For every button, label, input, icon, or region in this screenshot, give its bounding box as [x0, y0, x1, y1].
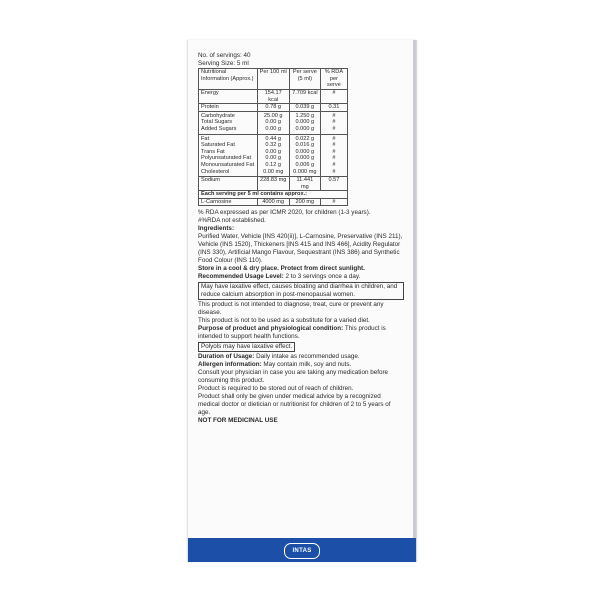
value-rda: #: [332, 168, 336, 175]
value-per-100ml: 25.00 g: [263, 112, 283, 119]
value-per-serve: 0.039 g: [289, 104, 320, 112]
value-rda: #: [332, 142, 336, 149]
value-rda: #: [332, 135, 336, 142]
purpose-line: [198, 325, 404, 341]
label-notes: [198, 209, 404, 425]
usage-heading: Recommended Usage Level:: [198, 273, 284, 281]
nutrient-name: Carbohydrate: [201, 112, 235, 119]
not-intended-text: This product is not intended to diagnose, treat, cure or prevent any disease.: [198, 301, 384, 317]
header-nutritional-information: Nutritional Information (Approx.): [199, 69, 258, 90]
value-per-100ml: 0.00 g: [265, 119, 281, 126]
value-per-serve: 0.000 g: [295, 125, 315, 132]
nutrient-name-group: [199, 134, 258, 177]
value-rda: #: [332, 112, 336, 119]
nutrient-name: Fat: [201, 135, 210, 142]
nutrient-name: L-Carnosine: [199, 198, 258, 206]
product-carton-side-panel: [187, 40, 417, 562]
medical-advice-text: Product shall only be given under medical advice by a recognized medical doctor or dietician or nutritionist for children of 2 to 5 years of age.: [198, 393, 391, 417]
value-per-serve: 0.022 g: [295, 135, 315, 142]
nutrient-name: Saturated Fat: [201, 142, 235, 149]
servings-count: No. of servings: 40: [198, 52, 251, 59]
nutrition-table: [198, 68, 348, 206]
value-per-100ml: 154.17 kcal: [257, 89, 289, 103]
nutrient-name: Energy: [199, 89, 258, 103]
value-per-serve-group: [289, 134, 320, 177]
value-per-serve: 1.250 g: [295, 112, 315, 119]
value-rda-group: [320, 134, 347, 177]
not-medicinal-use: NOT FOR MEDICINAL USE: [198, 417, 278, 425]
value-per-serve: 7.709 kcal: [289, 89, 320, 103]
not-substitute-text: This product is not to be used as a substitute for a varied diet.: [198, 317, 370, 325]
polyols-warning-box: Polyols may have laxative effect.: [198, 342, 295, 352]
allergen-text: May contain milk, soy and nuts.: [263, 361, 352, 369]
usage-line: [198, 273, 404, 281]
serving-note-row: [199, 191, 348, 199]
nutrient-name: Total Sugars: [201, 119, 233, 126]
ingredients-text: Purified Water, Vehicle [INS 420(ii)], L-Carnosine, Preservative (INS 211), Vehicle (INS 1520), Thickeners [INS 415 and INS 466], Acidity Regulator (INS 330), Artificial Mango Flavour, Sequestrant (INS 386) and Synthetic Food Colour (INS 110).: [198, 233, 403, 265]
brand-footer-band: [188, 538, 416, 562]
table-row: [199, 134, 348, 177]
value-per-100ml: 0.00 mg: [263, 168, 284, 175]
value-rda: #: [320, 89, 347, 103]
table-header-row: [199, 69, 348, 90]
table-row: [199, 104, 348, 112]
value-per-serve: 11.441 mg: [289, 177, 320, 191]
value-rda-group: [320, 111, 347, 134]
value-per-serve: 0.000 g: [295, 155, 315, 162]
label-text-panel: [198, 52, 404, 425]
nutrient-name: Cholesterol: [201, 168, 230, 175]
value-per-100ml: 228.83 mg: [257, 177, 289, 191]
header-per-100ml: Per 100 ml: [257, 69, 289, 90]
allergen-heading: Allergen information:: [198, 361, 262, 369]
table-row: [199, 111, 348, 134]
allergen-line: [198, 361, 404, 369]
nutrient-name: Sodium: [199, 177, 258, 191]
rda-not-established: #%RDA not established.: [198, 217, 266, 225]
duration-heading: Duration of Usage:: [198, 353, 255, 361]
value-rda: #: [332, 125, 336, 132]
nutrient-name: Added Sugars: [201, 125, 237, 132]
value-rda: 0.57: [320, 177, 347, 191]
value-rda: #: [332, 119, 336, 126]
value-per-100ml: 4000 mg: [257, 198, 289, 206]
table-row: [199, 89, 348, 103]
ingredients-heading: Ingredients:: [198, 225, 235, 233]
intas-logo: INTAS: [284, 543, 320, 559]
nutrient-name-group: [199, 111, 258, 134]
serving-note: Each serving per 5 ml contains approx.:: [199, 191, 348, 199]
purpose-text: This product is intended to support health functions.: [198, 325, 386, 341]
value-per-serve-group: [289, 111, 320, 134]
value-per-serve: 0.000 mg: [293, 168, 317, 175]
nutrient-name: Trans Fat: [201, 148, 225, 155]
consult-physician-text: Consult your physician in case you are taking any medication before consuming this product.: [198, 369, 389, 385]
usage-text: 2 to 3 servings once a day.: [285, 273, 361, 281]
laxative-warning-box: May have laxative effect, causes bloating and diarrhea in children, and reduce calcium absorption in post-menopausal women.: [198, 282, 404, 300]
serving-info: [198, 52, 404, 67]
value-per-serve: 0.000 g: [295, 148, 315, 155]
value-per-100ml: 0.00 g: [265, 125, 281, 132]
value-per-serve: 200 mg: [289, 198, 320, 206]
value-rda: #: [332, 148, 336, 155]
value-per-100ml: 0.32 g: [265, 142, 281, 149]
value-per-100ml: 0.00 g: [265, 148, 281, 155]
value-per-100ml: 0.00 g: [265, 155, 281, 162]
purpose-heading: Purpose of product and physiological condition:: [198, 325, 344, 333]
value-rda: #: [332, 161, 336, 168]
value-per-serve: 0.016 g: [295, 142, 315, 149]
value-per-100ml-group: [257, 134, 289, 177]
duration-text: Daily intake as recommended usage.: [256, 353, 360, 361]
carton-side-edge: [413, 40, 416, 562]
value-rda: #: [320, 198, 347, 206]
value-per-100ml: 0.44 g: [265, 135, 281, 142]
header-per-serve: Per serve (5 ml): [289, 69, 320, 90]
value-per-100ml: 0.12 g: [265, 161, 281, 168]
nutrient-name: Protein: [199, 104, 258, 112]
value-per-serve: 0.000 g: [295, 119, 315, 126]
duration-line: [198, 353, 404, 361]
value-per-100ml: 0.78 g: [257, 104, 289, 112]
value-per-100ml-group: [257, 111, 289, 134]
nutrient-name: Monounsaturated Fat: [201, 161, 255, 168]
nutrient-name: Polyunsaturated Fat: [201, 155, 252, 162]
rda-note: % RDA expressed as per ICMR 2020, for children (1-3 years).: [198, 209, 371, 217]
value-per-serve: 0.006 g: [295, 161, 315, 168]
serving-size: Serving Size: 5 ml: [198, 59, 249, 67]
storage-instruction: Store in a cool & dry place. Protect from direct sunlight.: [198, 265, 365, 273]
storage-children-text: Product is required to be stored out of reach of children.: [198, 385, 354, 393]
table-row: [199, 177, 348, 191]
table-row: [199, 198, 348, 206]
value-rda: 0.31: [320, 104, 347, 112]
value-rda: #: [332, 155, 336, 162]
header-rda-per-serve: % RDA per serve: [320, 69, 347, 90]
